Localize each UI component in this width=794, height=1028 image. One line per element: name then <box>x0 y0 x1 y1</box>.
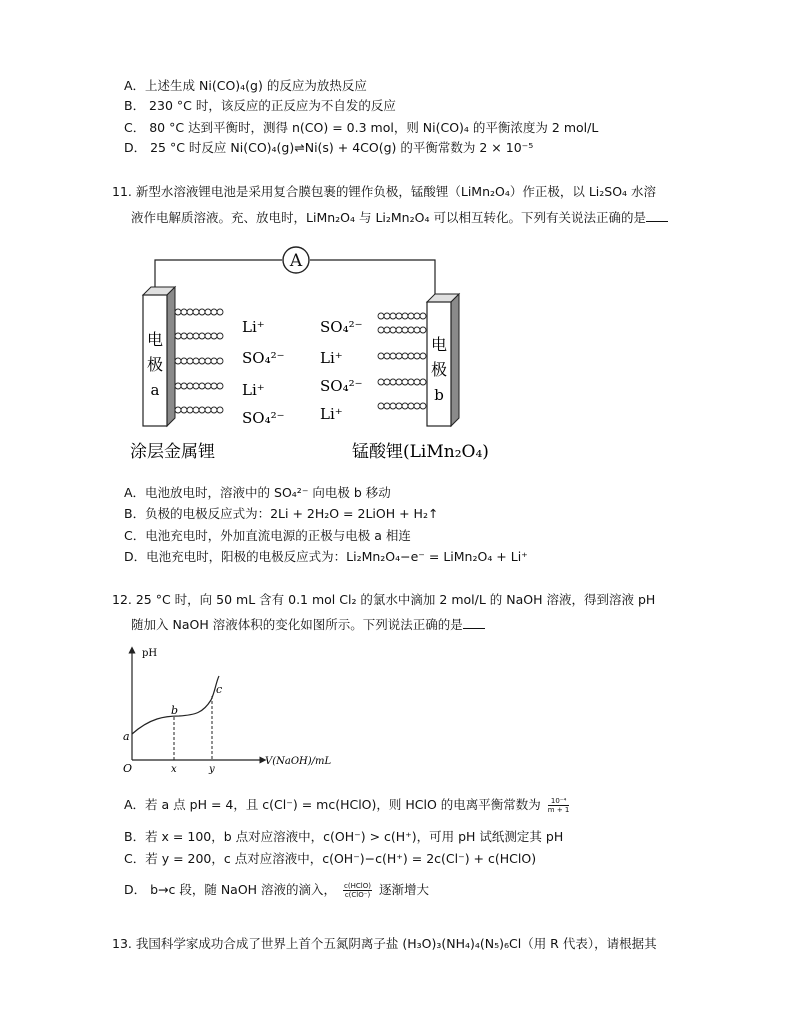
y-axis-label: pH <box>142 648 158 659</box>
ion-label: Li⁺ <box>242 318 265 336</box>
svg-text:极: 极 <box>430 360 448 379</box>
q12-option-b: B．若 x = 100，b 点对应溶液中，c(OH⁻) > c(H⁺)，可用 pH 试纸测定其 pH <box>124 829 564 844</box>
point-c-label: c <box>216 683 223 696</box>
q11-option-d: D．电池充电时，阳极的电极反应式为：Li₂Mn₂O₄−e⁻ = LiMn₂O₄ + Li⁺ <box>124 549 528 564</box>
ion-label: Li⁺ <box>242 381 265 399</box>
x-tick-y: y <box>209 764 215 775</box>
ion-label: Li⁺ <box>320 405 343 423</box>
answer-blank <box>463 616 485 629</box>
ph-titration-graph <box>115 644 345 779</box>
coil-rows-right <box>378 313 426 409</box>
q10-option-b: B． 230 °C 时，该反应的正反应为不自发的反应 <box>124 98 396 113</box>
q12-stem-line1: 12. 25 °C 时，向 50 mL 含有 0.1 mol Cl₂ 的氯水中滴加 2 mol/L 的 NaOH 溶液，得到溶液 pH <box>112 592 656 607</box>
svg-text:b: b <box>434 386 444 404</box>
label-limn2o4: 锰酸锂(LiMn₂O₄) <box>352 442 489 462</box>
q10-option-a: A．上述生成 Ni(CO)₄(g) 的反应为放热反应 <box>124 78 367 93</box>
q11-option-c: C．电池充电时，外加直流电源的正极与电极 a 相连 <box>124 528 411 543</box>
svg-text:电: 电 <box>430 335 448 354</box>
svg-text:A: A <box>289 251 303 271</box>
coil-rows-left <box>175 309 223 413</box>
ion-label: SO₄²⁻ <box>242 409 285 427</box>
q10-option-d: D． 25 °C 时反应 Ni(CO)₄(g)⇌Ni(s) + 4CO(g) 的平衡常数为 2 × 10⁻⁵ <box>124 140 534 155</box>
x-tick-x: x <box>171 764 177 775</box>
x-axis-label: V(NaOH)/mL <box>265 756 332 767</box>
q13-stem-line1: 13. 我国科学家成功合成了世界上首个五氮阴离子盐 (H₃O)₃(NH₄)₄(N₅)₆Cl（用 R 代表），请根据其 <box>112 936 657 951</box>
battery-diagram <box>120 240 500 465</box>
q12-stem-line2: 随加入 NaOH 溶液体积的变化如图所示。下列说法正确的是 <box>131 616 485 634</box>
answer-blank <box>646 209 668 222</box>
ammeter-icon <box>283 247 309 273</box>
q11-stem-line2: 液作电解质溶液。充、放电时，LiMn₂O₄ 与 Li₂Mn₂O₄ 可以相互转化。下列有关说法正确的是 <box>131 209 668 227</box>
q11-option-b: B．负极的电极反应式为：2Li + 2H₂O = 2LiOH + H₂↑ <box>124 506 439 521</box>
q12-option-d: D． b→c 段，随 NaOH 溶液的滴入， $\frac{\text{c(HClO)}}{\text{c(ClO⁻)}}$ 逐渐增大 <box>124 882 429 899</box>
electrode-b <box>427 294 459 426</box>
fraction: $\frac{\text{10⁻⁴}}{m + 1}$ <box>547 797 570 814</box>
electrode-a <box>143 287 175 426</box>
ion-label: SO₄²⁻ <box>320 377 363 395</box>
q12-option-a: A．若 a 点 pH = 4，且 c(Cl⁻) = mc(HClO)，则 HClO 的电离平衡常数为 $\frac{\text{10⁻⁴}}{m + 1}$ <box>124 797 570 814</box>
ion-label: SO₄²⁻ <box>320 318 363 336</box>
fraction: $\frac{\text{c(HClO)}}{\text{c(ClO⁻)}}$ <box>344 882 371 899</box>
svg-text:电: 电 <box>146 330 164 349</box>
q11-option-a: A．电池放电时，溶液中的 SO₄²⁻ 向电极 b 移动 <box>124 485 391 500</box>
origin-label: O <box>123 762 133 775</box>
q12-option-c: C．若 y = 200，c 点对应溶液中，c(OH⁻)−c(H⁺) = 2c(Cl⁻) + c(HClO) <box>124 851 537 866</box>
ion-label: SO₄²⁻ <box>242 349 285 367</box>
svg-text:极: 极 <box>146 355 164 374</box>
label-coated-lithium: 涂层金属锂 <box>130 442 215 462</box>
svg-text:a: a <box>150 381 160 399</box>
point-b-label: b <box>171 704 179 717</box>
ion-label: Li⁺ <box>320 349 343 367</box>
q11-stem-line1: 11. 新型水溶液锂电池是采用复合膜包裹的锂作负极，锰酸锂（LiMn₂O₄）作正极，以 Li₂SO₄ 水溶 <box>112 184 657 199</box>
point-a-label: a <box>123 730 130 743</box>
q10-option-c: C． 80 °C 达到平衡时，测得 n(CO) = 0.3 mol，则 Ni(CO)₄ 的平衡浓度为 2 mol/L <box>124 120 599 135</box>
